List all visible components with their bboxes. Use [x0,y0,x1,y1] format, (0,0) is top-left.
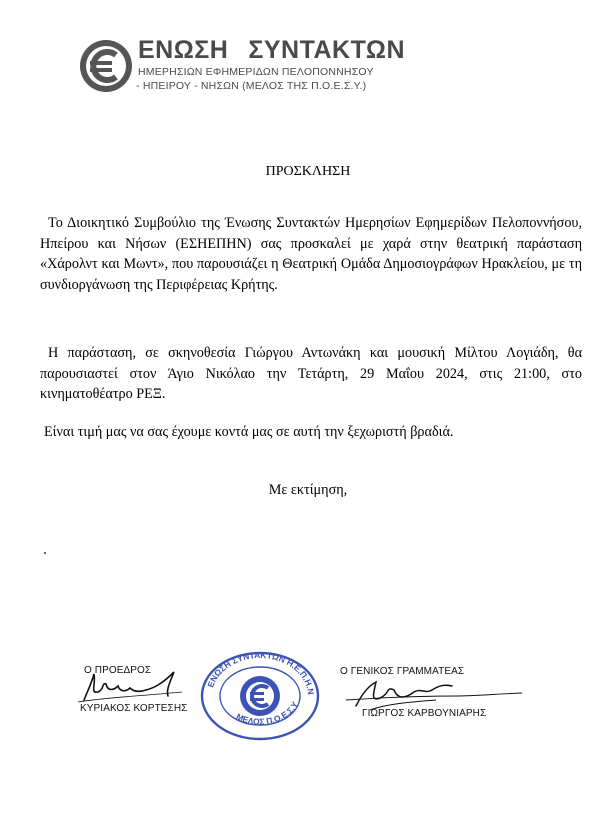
organization-seal-icon [198,650,322,742]
paragraph-performance-details: Η παράσταση, σε σκηνοθεσία Γιώργου Αντωνάκη και μουσική Μίλτου Λογιάδη, θα παρουσιαστεί στον Άγιο Νικόλαο την Τετάρτη, 29 Μαΐου 2024, στις 21:00, στο κινηματοθέατρο ΡΕΞ. [40,345,582,402]
secretary-name: ΓΙΩΡΓΟΣ ΚΑΡΒΟΥΝΙΑΡΗΣ [362,708,487,719]
paragraph-honor: Είναι τιμή μας να σας έχουμε κοντά μας σε αυτή την ξεχωριστή βραδιά. [44,424,454,440]
title-word-1: ΕΝΩΣΗ [138,36,229,64]
document-heading: ΠΡΟΣΚΛΗΣΗ [265,164,351,179]
seal-text-bottom: ΜΕΛΟΣ Π.Ο.Ε.Σ.Υ [234,700,300,727]
president-name: ΚΥΡΙΑΚΟΣ ΚΟΡΤΕΣΗΣ [80,703,188,714]
closing-line: Με εκτίμηση, [268,482,348,498]
letterhead-subtitle-1: ΗΜΕΡΗΣΙΩΝ ΕΦΗΜΕΡΙΔΩΝ ΠΕΛΟΠΟΝΝΗΣΟΥ [138,66,374,78]
letterhead-title [138,36,405,64]
secretary-role: Ο ΓΕΝΙΚΟΣ ΓΡΑΜΜΑΤΕΑΣ [340,666,465,677]
letterhead-subtitle-2: - ΗΠΕΙΡΟΥ - ΝΗΣΩΝ (ΜΕΛΟΣ ΤΗΣ Π.Ο.Ε.Σ.Υ.) [136,80,367,92]
stray-mark [44,552,46,554]
euro-e-circle-logo-icon [78,38,134,94]
paragraph-invitation: Το Διοικητικό Συμβούλιο της Ένωσης Συντακτών Ημερησίων Εφημερίδων Πελοποννήσου, Ηπείρου και Νήσων (ΕΣΗΕΠΗΝ) σας προσκαλεί με χαρά στην θεατρική παράσταση «Χάρολντ και Μωντ», που παρουσιάζει η Θεατρική Ομάδα Δημοσιογράφων Ηρακλείου, με τη συνδιοργάνωση της Περιφέρειας Κρήτης. [40,215,582,293]
title-word-2: ΣΥΝΤΑΚΤΩΝ [248,36,406,64]
president-role: Ο ΠΡΟΕΔΡΟΣ [84,665,152,676]
letterhead [78,34,418,98]
seal-text-top: ΕΝΩΣΗ ΣΥΝΤΑΚΤΩΝ Η.Ε.Π.Η.Ν [205,650,317,696]
